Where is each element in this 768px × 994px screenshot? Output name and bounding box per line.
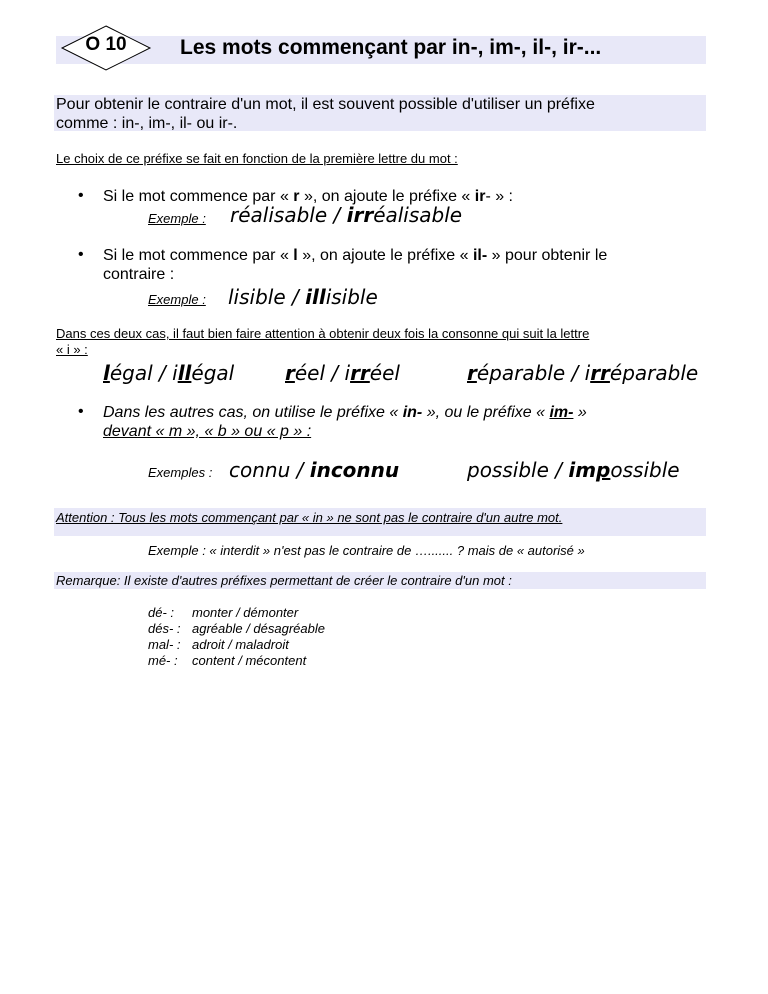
rule-other-prefix-im: im-: [549, 404, 574, 421]
remarque-item: dés- : agréable / désagréable: [148, 621, 325, 636]
rule-r-letter: r: [293, 188, 300, 205]
lesson-badge: O 10: [85, 34, 127, 55]
rule-l-example: lisible / illisible: [228, 285, 378, 309]
rule-l-prefix: il-: [472, 247, 488, 264]
other-example-2: possible / impossible: [467, 458, 680, 482]
rule-r-example-label: Exemple :: [148, 211, 206, 226]
rule-l-text: Si le mot commence par « l », on ajoute le préfixe « il- » pour obtenir le contraire :: [103, 247, 608, 283]
bullet-l: •: [78, 246, 84, 263]
attention-text: Attention : Tous les mots commençant par « in » ne sont pas le contraire d'un autre mot.: [56, 510, 563, 525]
choice-heading: Le choix de ce préfixe se fait en fonction de la première lettre du mot :: [56, 151, 458, 166]
double-example-2: réel / irréel: [285, 361, 400, 385]
intro-line-2: comme : in-, im-, il- ou ir-.: [56, 115, 238, 132]
remarque-item: dé- : monter / démonter: [148, 605, 299, 620]
rule-other-prefix-in: in-: [402, 404, 423, 421]
intro-text: [56, 95, 706, 133]
bullet-other: •: [78, 403, 84, 420]
rule-r-prefix: ir: [474, 188, 486, 205]
remarque-text: Remarque: Il existe d'autres préfixes permettant de créer le contraire d'un mot :: [56, 573, 512, 588]
rule-r-text: Si le mot commence par « r », on ajoute le préfixe « ir- » :: [103, 188, 513, 205]
page-title: Les mots commençant par in-, im-, il-, ir-...: [180, 36, 602, 59]
rule-r-example: réalisable / irréalisable: [230, 203, 463, 227]
remarque-list: [148, 605, 325, 669]
other-example-1: connu / inconnu: [229, 458, 400, 482]
double-example-3: réparable / irréparable: [467, 361, 699, 385]
remarque-item: mal- : adroit / maladroit: [148, 637, 289, 652]
double-example-1: légal / illégal: [103, 361, 235, 385]
remarque-item: mé- : content / mécontent: [148, 653, 307, 668]
rule-other-text: Dans les autres cas, on utilise le préfixe « in- », ou le préfixe « im- » devant « m », « b » ou « p » :: [103, 404, 587, 440]
double-consonant-text: Dans ces deux cas, il faut bien faire attention à obtenir deux fois la consonne qui suit la lettre « i » :: [56, 326, 590, 357]
bullet-r: •: [78, 187, 84, 204]
rule-l-example-label: Exemple :: [148, 292, 206, 307]
rule-other-example-label: Exemples :: [148, 465, 213, 480]
attention-example: Exemple : « interdit » n'est pas le contraire de …....... ? mais de « autorisé »: [148, 543, 585, 558]
rule-l-letter: l: [293, 247, 298, 264]
intro-line-1: Pour obtenir le contraire d'un mot, il est souvent possible d'utiliser un préfixe: [56, 96, 595, 113]
